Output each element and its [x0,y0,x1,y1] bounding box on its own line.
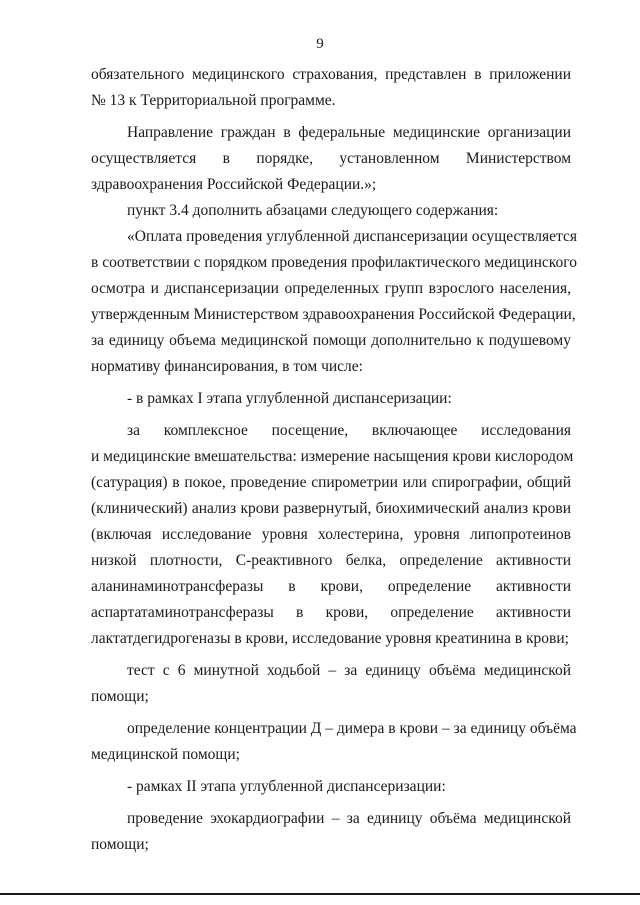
paragraph-complex-visit [91,418,574,652]
text-line: Направление граждан в федеральные медицинские организации [127,124,571,141]
text-line: лактатдегидрогеназы в крови, исследование уровня креатинина в крови; [91,630,569,647]
paragraph-referral [91,120,571,198]
text-line: здравоохранения Российской Федерации.»; [91,176,377,193]
text-line: обязательного медицинского страхования, представлен в приложении [91,66,571,83]
text-line: - в рамках I этапа углубленной диспансеризации: [127,390,452,407]
paragraph-echocardiography [91,806,571,858]
text-line: помощи; [91,836,149,853]
text-line: аланинаминотрансферазы в крови, определение активности [91,578,571,595]
text-line: за комплексное посещение, включающее исследования [127,422,571,439]
text-line: (включая исследование уровня холестерина, уровня липопротеинов [91,526,571,543]
paragraph-clause-3-4 [91,198,571,224]
text-line: (клинический) анализ крови развернутый, биохимический анализ крови [91,500,571,517]
page-bottom-rule [0,893,640,895]
paragraph-stage-two-heading [91,774,571,800]
text-line: осуществляется в порядке, установленном Министерством [91,150,571,167]
text-line: медицинской помощи; [91,746,240,763]
text-line: утвержденным Министерством здравоохранения Российской Федерации, [91,306,576,323]
text-line: в соответствии с порядком проведения профилактического медицинского [91,254,577,271]
text-line: нормативу финансирования, в том числе: [91,358,363,375]
text-line: низкой плотности, С-реактивного белка, определение активности [91,552,571,569]
text-line: № 13 к Территориальной программе. [91,92,336,109]
text-line: тест с 6 минутной ходьбой – за единицу объёма медицинской [127,662,571,679]
text-line: (сатурация) в покое, проведение спирометрии или спирографии, общий [91,474,571,491]
text-line: аспартатаминотрансферазы в крови, определение активности [91,604,571,621]
text-line: пункт 3.4 дополнить абзацами следующего содержания: [127,202,499,219]
text-line: определение концентрации Д – димера в крови – за единицу объёма [127,720,577,737]
text-line: и медицинские вмешательства: измерение насыщения крови кислородом [91,448,574,465]
text-line: за единицу объема медицинской помощи дополнительно к подушевому [91,332,571,349]
text-line: - рамках II этапа углубленной диспансеризации: [127,778,446,795]
paragraph-d-dimer [91,716,577,768]
page-number: 9 [316,36,324,52]
document-body [91,62,577,858]
text-line: осмотра и диспансеризации определенных групп взрослого населения, [91,280,571,297]
text-line: проведение эхокардиографии – за единицу объёма медицинской [127,810,571,827]
paragraph-payment-terms [91,224,577,380]
paragraph-insurance-annex [91,62,571,114]
text-line: «Оплата проведения углубленной диспансеризации осуществляется [127,228,577,245]
paragraph-stage-one-heading [91,386,571,412]
text-line: помощи; [91,688,149,705]
paragraph-walk-test [91,658,571,710]
